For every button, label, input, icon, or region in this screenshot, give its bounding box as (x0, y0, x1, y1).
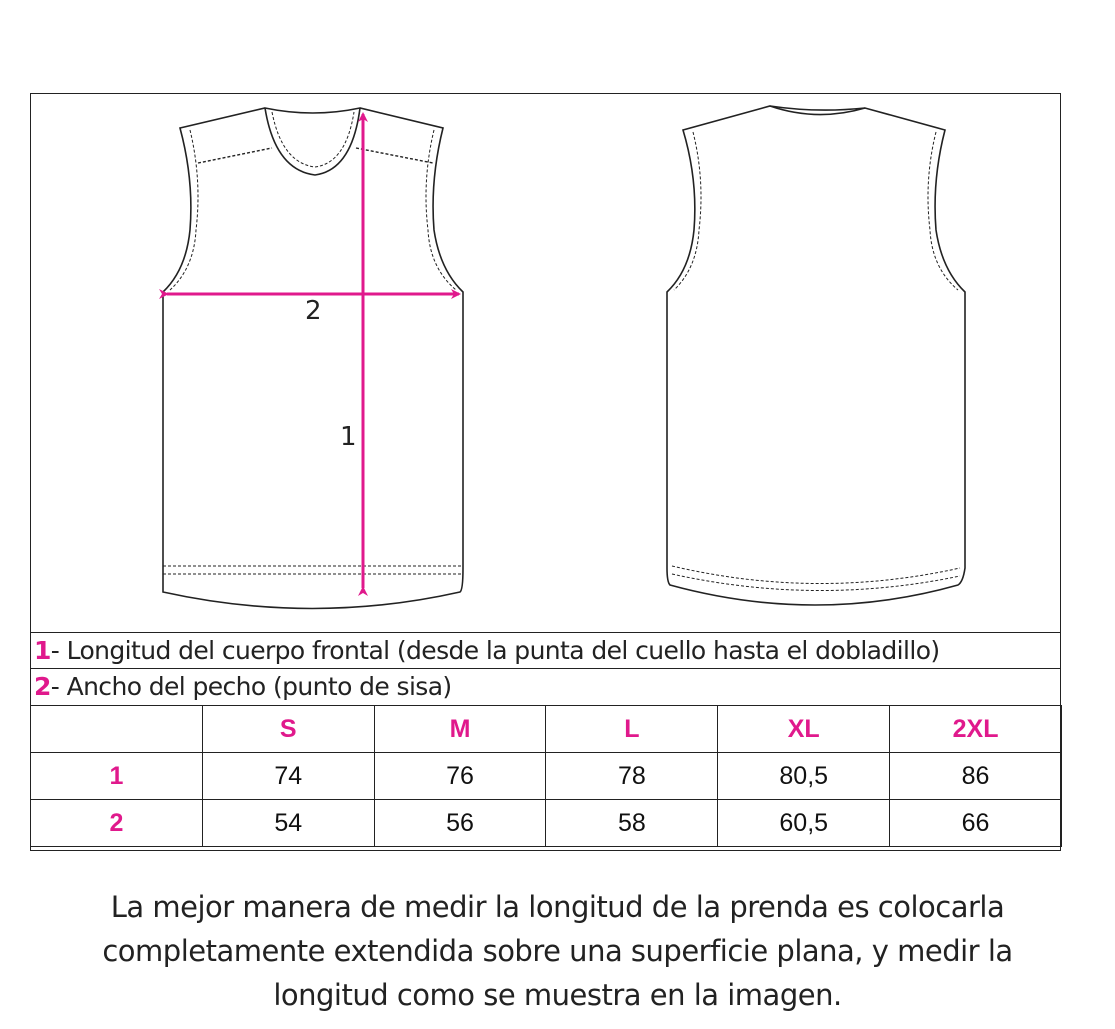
size-table (30, 705, 1062, 847)
header-cell-m: M (374, 706, 546, 753)
table-cell: 66 (890, 800, 1062, 847)
table-cell: 74 (202, 753, 374, 800)
legend-text: - Ancho del pecho (punto de sisa) (50, 672, 452, 701)
length-label: 1 (340, 422, 357, 452)
legend-number: 2 (34, 672, 51, 701)
row-label: 1 (31, 753, 203, 800)
table-row (31, 753, 1062, 800)
header-cell (31, 706, 203, 753)
header-cell-2xl: 2XL (890, 706, 1062, 753)
instruction-line: La mejor manera de medir la longitud de la prenda es colocarla (110, 890, 1005, 924)
chest-label: 2 (305, 296, 322, 326)
instruction-line: longitud como se muestra en la imagen. (273, 978, 842, 1012)
table-cell: 54 (202, 800, 374, 847)
header-cell-l: L (546, 706, 718, 753)
table-cell: 56 (374, 800, 546, 847)
legend-text: - Longitud del cuerpo frontal (desde la punta del cuello hasta el dobladillo) (50, 636, 940, 665)
row-label: 2 (31, 800, 203, 847)
table-header-row (31, 706, 1062, 753)
table-cell: 76 (374, 753, 546, 800)
legend-item-2 (30, 668, 1061, 705)
header-cell-s: S (202, 706, 374, 753)
instruction-line: completamente extendida sobre una superficie plana, y medir la (102, 934, 1013, 968)
back-shirt (667, 106, 965, 605)
table-cell: 58 (546, 800, 718, 847)
front-shirt (163, 108, 463, 609)
table-cell: 80,5 (718, 753, 890, 800)
table-cell: 60,5 (718, 800, 890, 847)
legend-item-1 (30, 632, 1061, 669)
measuring-instructions (0, 885, 1115, 1017)
table-cell: 86 (890, 753, 1062, 800)
table-cell: 78 (546, 753, 718, 800)
table-row (31, 800, 1062, 847)
header-cell-xl: XL (718, 706, 890, 753)
legend-number: 1 (34, 636, 51, 665)
